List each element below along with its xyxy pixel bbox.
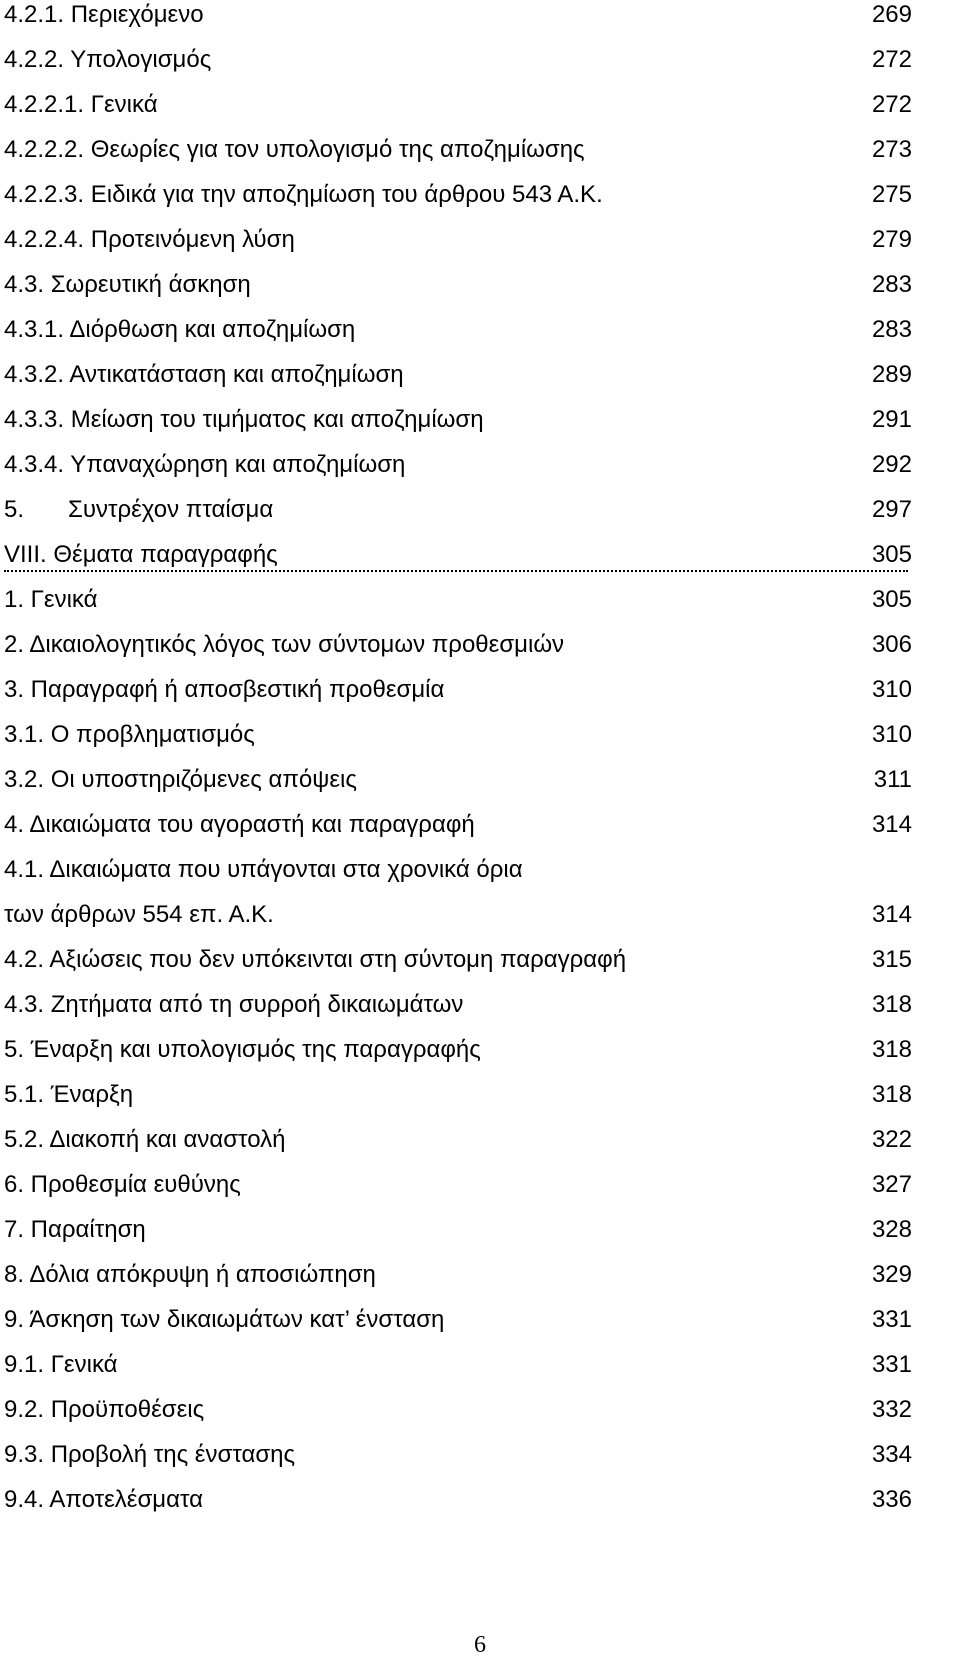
toc-entry-label: 5.1. Έναρξη bbox=[4, 1081, 134, 1108]
toc-entry-page: 327 bbox=[871, 1171, 912, 1198]
toc-entry-page: 331 bbox=[871, 1351, 912, 1378]
toc-entry-page: 283 bbox=[871, 316, 912, 343]
toc-entry-number: 5. bbox=[4, 496, 25, 523]
toc-entry bbox=[4, 1350, 912, 1390]
toc-entry-label: 8. Δόλια απόκρυψη ή αποσιώπηση bbox=[4, 1261, 376, 1288]
toc-entry-label: 4.1. Δικαιώματα που υπάγονται στα χρονικά όρια bbox=[4, 856, 523, 883]
toc-entry-label bbox=[4, 495, 273, 525]
toc-entry-label: 4.2.2.3. Ειδικά για την αποζημίωση του άρθρου 543 Α.Κ. bbox=[4, 181, 603, 208]
toc-entry bbox=[4, 1170, 912, 1210]
toc-entry-label: των άρθρων 554 επ. Α.Κ. bbox=[4, 901, 274, 928]
toc-entry-label: 9. Άσκηση των δικαιωμάτων κατ’ ένσταση bbox=[4, 1306, 445, 1333]
toc-entry-page: 314 bbox=[871, 811, 912, 838]
toc-entry bbox=[4, 810, 912, 850]
toc-entry-label: 9.2. Προϋποθέσεις bbox=[4, 1396, 205, 1423]
toc-entry bbox=[4, 1305, 912, 1345]
toc-entry-page: 291 bbox=[871, 406, 912, 433]
toc-entry bbox=[4, 0, 912, 40]
toc-entry bbox=[4, 1485, 912, 1525]
toc-entry-label: 9.4. Αποτελέσματα bbox=[4, 1486, 204, 1513]
toc-entry-page: 297 bbox=[871, 496, 912, 523]
toc-entry-label: 3.2. Οι υποστηριζόμενες απόψεις bbox=[4, 766, 357, 793]
toc-entry-page: 292 bbox=[871, 451, 912, 478]
toc-entry-page: 310 bbox=[871, 676, 912, 703]
toc-entry-label: 1. Γενικά bbox=[4, 586, 98, 613]
toc-entry-page: 336 bbox=[871, 1486, 912, 1513]
toc-entry bbox=[4, 1080, 912, 1120]
toc-entry bbox=[4, 180, 912, 220]
toc-entry bbox=[4, 1440, 912, 1480]
toc-entry bbox=[4, 855, 908, 895]
toc-entry bbox=[4, 450, 912, 490]
toc-entry-page: 305 bbox=[871, 586, 912, 613]
toc-entry bbox=[4, 360, 912, 400]
toc-entry bbox=[4, 135, 912, 175]
toc-entry-label: 3.1. Ο προβληματισμός bbox=[4, 721, 255, 748]
toc-entry bbox=[4, 90, 912, 130]
toc-entry-page: 275 bbox=[871, 181, 912, 208]
toc-entry bbox=[4, 900, 912, 940]
toc-entry bbox=[4, 1125, 912, 1165]
toc-entry-page: 283 bbox=[871, 271, 912, 298]
toc-entry-label: 4. Δικαιώματα του αγοραστή και παραγραφή bbox=[4, 811, 475, 838]
toc-entry-page: 279 bbox=[871, 226, 912, 253]
toc-entry bbox=[4, 1260, 912, 1300]
toc-entry bbox=[4, 720, 912, 760]
toc-entry-page: 318 bbox=[871, 991, 912, 1018]
toc-entry-page: 334 bbox=[871, 1441, 912, 1468]
toc-entry bbox=[4, 945, 912, 985]
toc-entry-label: 6. Προθεσμία ευθύνης bbox=[4, 1171, 241, 1198]
toc-entry bbox=[4, 225, 912, 265]
toc-entry-page: 315 bbox=[871, 946, 912, 973]
toc-entry-page: 311 bbox=[873, 766, 912, 793]
toc-entry-page: 272 bbox=[871, 46, 912, 73]
toc-entry-label: 5. Έναρξη και υπολογισμός της παραγραφής bbox=[4, 1036, 481, 1063]
toc-entry-label: 4.3.3. Μείωση του τιμήματος και αποζημίωση bbox=[4, 406, 484, 433]
toc-entry-page: 269 bbox=[871, 1, 912, 28]
toc-entry bbox=[4, 990, 912, 1030]
toc-entry-page: 273 bbox=[871, 136, 912, 163]
toc-entry-label: 4.2. Αξιώσεις που δεν υπόκεινται στη σύντομη παραγραφή bbox=[4, 946, 627, 973]
toc-entry-page: 318 bbox=[871, 1081, 912, 1108]
toc-entry-label: 4.2.1. Περιεχόμενο bbox=[4, 1, 204, 28]
toc-entry bbox=[4, 765, 912, 805]
toc-entry-title: Συντρέχον πταίσμα bbox=[68, 496, 274, 523]
toc-entry-label: 4.3.2. Αντικατάσταση και αποζημίωση bbox=[4, 361, 404, 388]
toc-chapter-entry bbox=[4, 540, 912, 572]
toc-entry-label: 4.3.4. Υπαναχώρηση και αποζημίωση bbox=[4, 451, 406, 478]
toc-entry-label: VIII. Θέματα παραγραφής bbox=[4, 541, 278, 568]
toc-entry-label: 4.2.2.4. Προτεινόμενη λύση bbox=[4, 226, 295, 253]
toc-entry-page: 318 bbox=[871, 1036, 912, 1063]
toc-entry-label: 4.3. Ζητήματα από τη συρροή δικαιωμάτων bbox=[4, 991, 464, 1018]
toc-entry-label: 5.2. Διακοπή και αναστολή bbox=[4, 1126, 286, 1153]
toc-entry-page: 314 bbox=[871, 901, 912, 928]
toc-entry bbox=[4, 1395, 912, 1435]
toc-entry-label: 2. Δικαιολογητικός λόγος των σύντομων προθεσμιών bbox=[4, 631, 565, 658]
toc-entry bbox=[4, 45, 912, 85]
toc-entry-label: 4.2.2.1. Γενικά bbox=[4, 91, 158, 118]
toc-entry-page: 328 bbox=[871, 1216, 912, 1243]
toc-entry-label: 4.2.2.2. Θεωρίες για τον υπολογισμό της αποζημίωσης bbox=[4, 136, 585, 163]
toc-entry-page: 272 bbox=[871, 91, 912, 118]
toc-entry-page: 332 bbox=[871, 1396, 912, 1423]
toc-entry-page: 310 bbox=[871, 721, 912, 748]
toc-entry-label: 4.3.1. Διόρθωση και αποζημίωση bbox=[4, 316, 356, 343]
page-number: 6 bbox=[474, 1632, 486, 1658]
toc-entry bbox=[4, 1035, 912, 1075]
toc-entry-label: 4.2.2. Υπολογισμός bbox=[4, 46, 212, 73]
toc-entry bbox=[4, 405, 912, 445]
toc-entry bbox=[4, 495, 912, 535]
toc-entry-label: 3. Παραγραφή ή αποσβεστική προθεσμία bbox=[4, 676, 445, 703]
toc-entry bbox=[4, 270, 912, 310]
toc-entry-page: 305 bbox=[871, 541, 912, 568]
toc-entry-page: 306 bbox=[871, 631, 912, 658]
toc-entry-page: 289 bbox=[871, 361, 912, 388]
toc-entry-label: 9.1. Γενικά bbox=[4, 1351, 118, 1378]
toc-entry-page: 331 bbox=[871, 1306, 912, 1333]
toc-entry bbox=[4, 315, 912, 355]
toc-entry-page: 322 bbox=[871, 1126, 912, 1153]
toc-entry bbox=[4, 585, 912, 625]
toc-entry bbox=[4, 1215, 912, 1255]
toc-entry bbox=[4, 675, 912, 715]
toc-entry bbox=[4, 630, 912, 670]
toc-entry-page: 329 bbox=[871, 1261, 912, 1288]
toc-entry-label: 4.3. Σωρευτική άσκηση bbox=[4, 271, 251, 298]
toc-entry-label: 7. Παραίτηση bbox=[4, 1216, 146, 1243]
toc-entry-label: 9.3. Προβολή της ένστασης bbox=[4, 1441, 296, 1468]
